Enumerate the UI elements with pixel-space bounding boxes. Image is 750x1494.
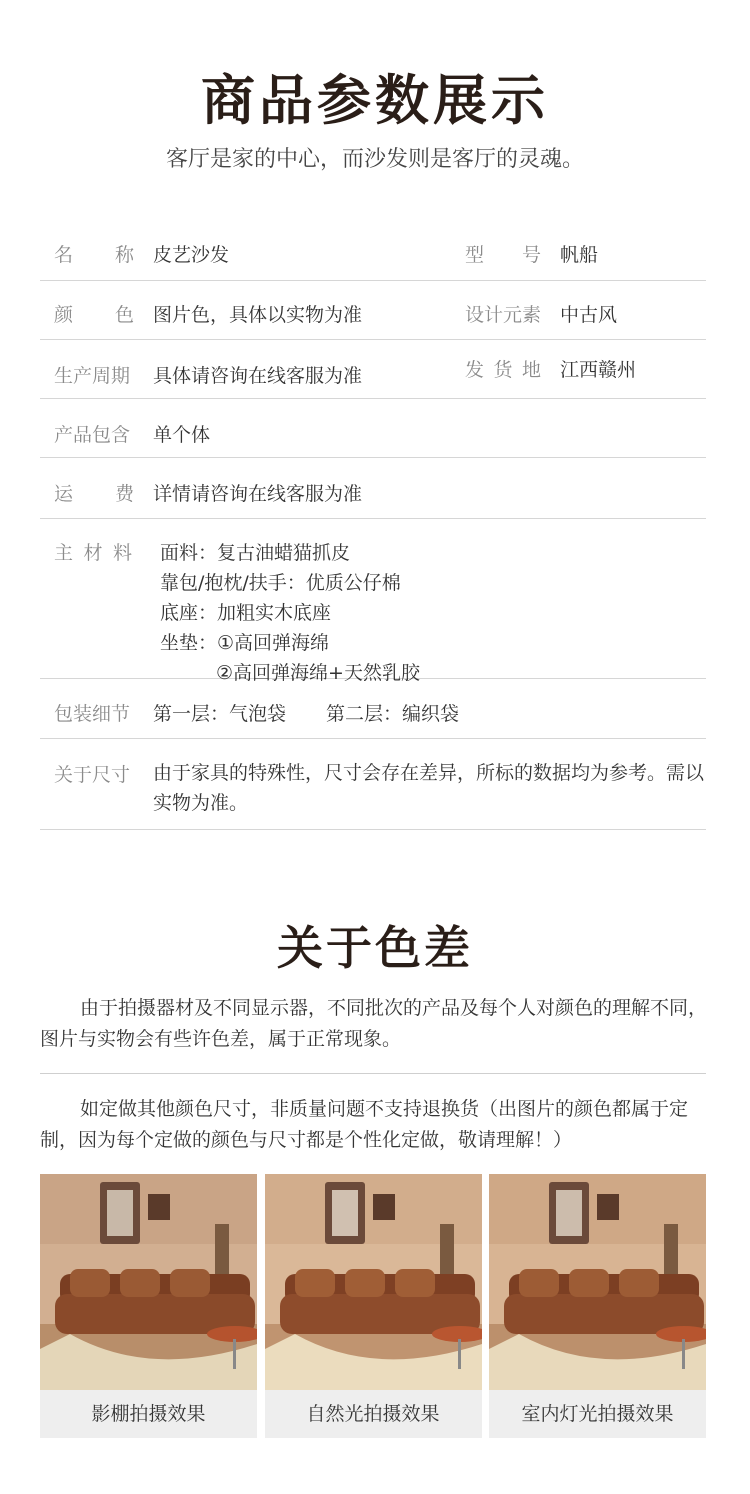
param-row-size [40,739,706,830]
size-value: 由于家具的特殊性，尺寸会存在差异，所标的数据均为参考。需以实物为准。 [153,762,705,814]
color-label: 颜 色 [54,304,134,326]
name-value: 皮艺沙发 [153,244,230,266]
photo-caption: 自然光拍摄效果 [265,1390,482,1438]
model-value: 帆船 [560,244,599,266]
ship-label: 发 货 地 [465,359,541,381]
material-line: 面料：复古油蜡猫抓皮 [160,542,351,564]
material-line: 底座：加粗实木底座 [160,602,332,624]
package-label: 包装细节 [54,703,131,725]
package-layer1: 第一层：气泡袋 [153,703,287,725]
param-row-package [40,679,706,739]
material-list [160,538,420,688]
sofa-photo-image [265,1174,482,1390]
color-diff-title: 关于色差 [277,921,473,975]
sofa-photo-image [489,1174,706,1390]
design-label: 设计元素 [465,304,542,326]
material-line: 坐垫：①高回弹海绵 [160,632,330,654]
param-row-freight [40,458,706,519]
page-subtitle: 客厅是家的中心，而沙发则是客厅的灵魂。 [165,147,584,172]
param-row-name [40,222,706,281]
design-value: 中古风 [560,304,618,326]
param-row-cycle [40,340,706,399]
cycle-value: 具体请咨询在线客服为准 [153,365,363,387]
include-label: 产品包含 [54,424,131,446]
material-line: ②高回弹海绵+天然乳胶 [216,662,420,684]
sofa-photo [489,1174,706,1390]
freight-label: 运 费 [54,483,134,505]
photo-card [489,1174,706,1438]
color-value: 图片色，具体以实物为准 [153,304,363,326]
custom-order-paragraph: 如定做其他颜色尺寸，非质量问题不支持退换货（出图片的颜色都属于定制，因为每个定做的颜色与尺寸都是个性化定做，敬请理解！） [40,1098,689,1151]
sofa-photo-image [40,1174,257,1390]
package-value [153,699,459,726]
photo-card [40,1174,257,1438]
photo-comparison [40,1174,706,1438]
cycle-label: 生产周期 [54,365,131,387]
param-row-material [40,519,706,684]
material-line: 靠包/抱枕/扶手：优质公仔棉 [160,572,401,594]
divider [40,1073,706,1074]
param-row-include [40,399,706,458]
material-label: 主 材 料 [54,542,132,564]
photo-caption: 室内灯光拍摄效果 [489,1390,706,1438]
photo-caption: 影棚拍摄效果 [40,1390,257,1438]
size-label: 关于尺寸 [54,764,131,786]
param-table [40,222,706,830]
sofa-photo [265,1174,482,1390]
photo-card [265,1174,482,1438]
name-label: 名 称 [54,244,134,266]
sofa-photo [40,1174,257,1390]
ship-value: 江西赣州 [560,359,637,381]
param-row-color [40,281,706,340]
model-label: 型 号 [465,244,541,266]
include-value: 单个体 [153,424,211,446]
freight-value: 详情请咨询在线客服为准 [153,483,363,505]
page-title: 商品参数展示 [201,69,549,132]
color-diff-paragraph: 由于拍摄器材及不同显示器，不同批次的产品及每个人对颜色的理解不同，图片与实物会有些许色差，属于正常现象。 [40,997,708,1050]
package-layer2: 第二层：编织袋 [326,703,460,725]
